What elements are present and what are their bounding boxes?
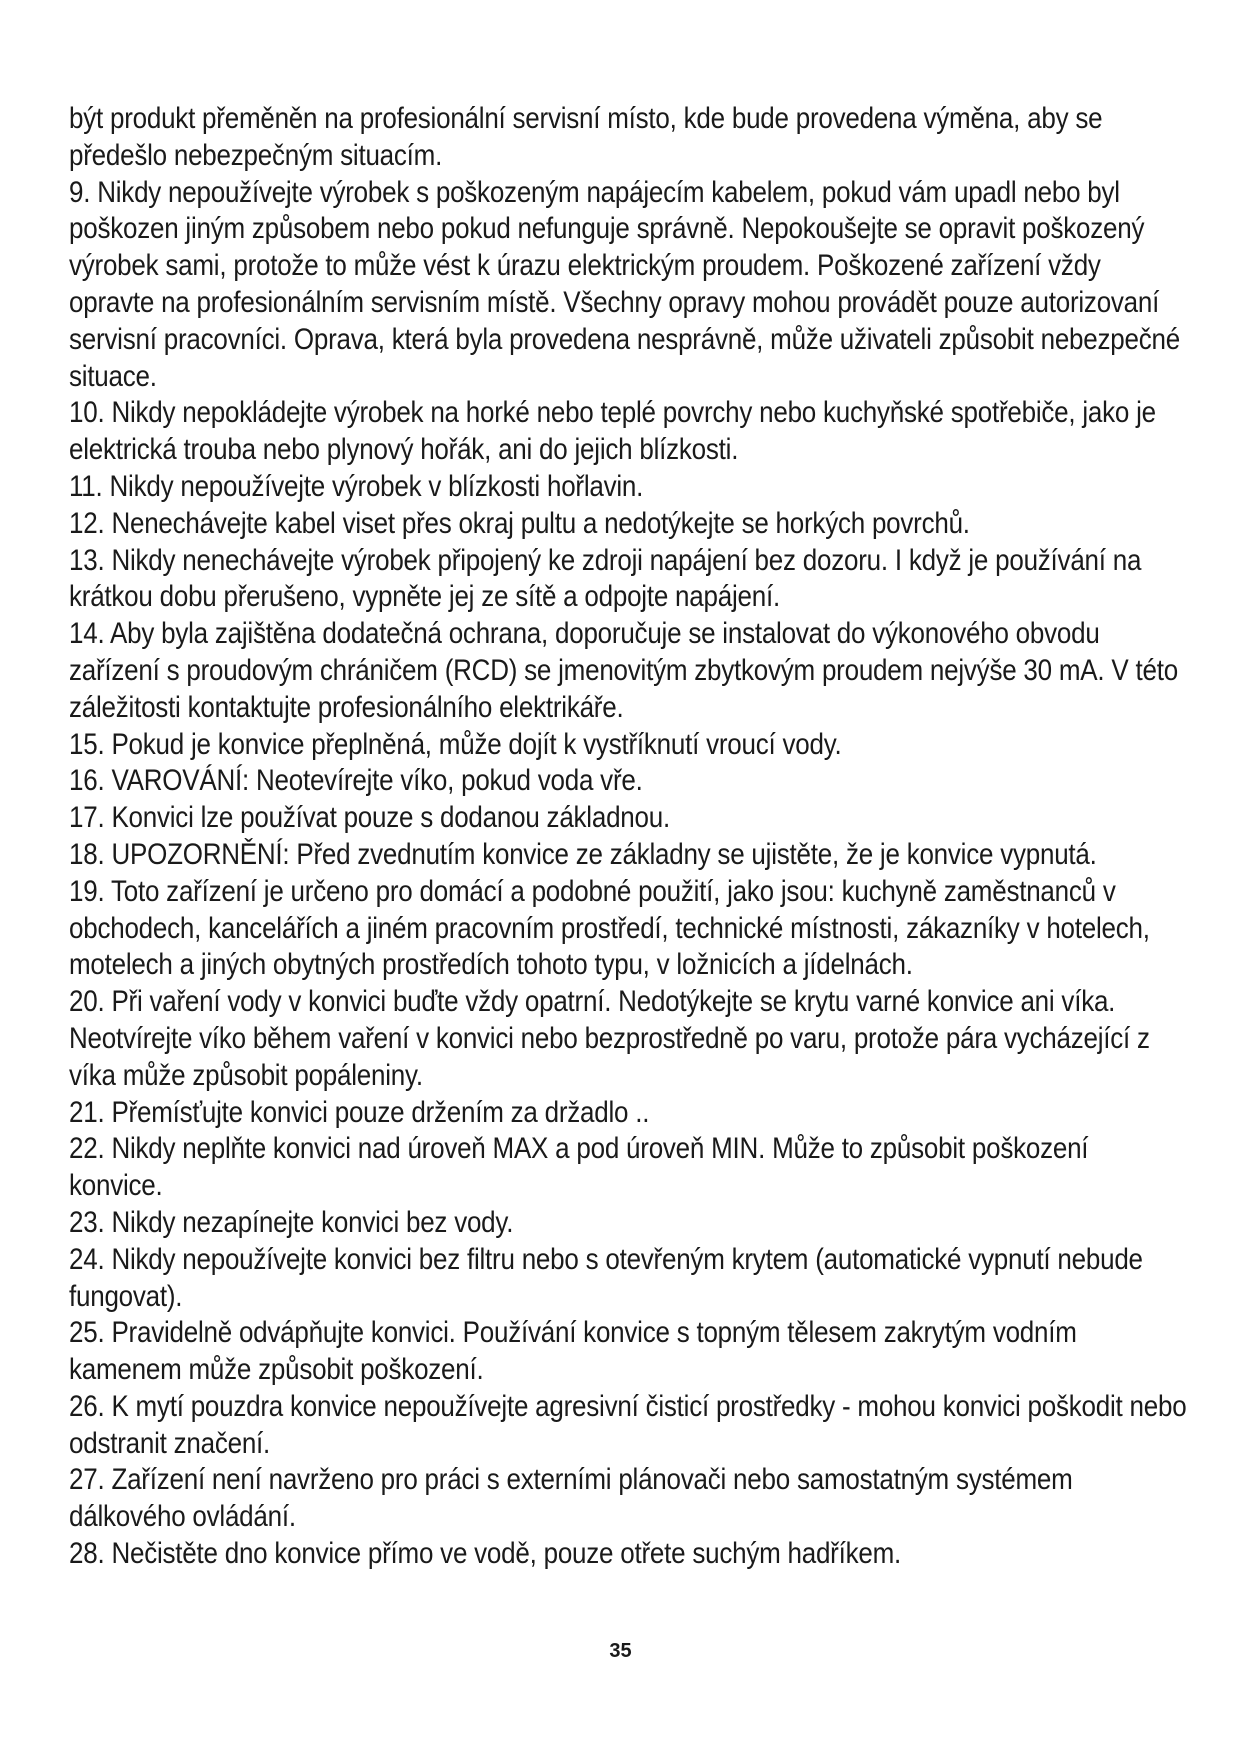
instruction-item-11: 11. Nikdy nepoužívejte výrobek v blízkosti hořlavin.	[69, 470, 644, 503]
instruction-item-24: 24. Nikdy nepoužívejte konvici bez filtru nebo s otevřeným krytem (automatické vypnutí nebude fungovat).	[69, 1243, 1143, 1313]
instruction-item-12: 12. Nenechávejte kabel viset přes okraj pultu a nedotýkejte se horkých povrchů.	[69, 507, 970, 540]
paragraph-continued: být produkt přeměněn na profesionální servisní místo, kde bude provedena výměna, aby se předešlo nebezpečným situacím.	[69, 103, 1103, 172]
page-number: 35	[609, 1640, 632, 1662]
instruction-item-15: 15. Pokud je konvice přeplněná, může dojít k vystříknutí vroucí vody.	[69, 728, 842, 761]
instruction-item-9: 9. Nikdy nepoužívejte výrobek s poškozeným napájecím kabelem, pokud vám upadl nebo byl poškozen jiným způsobem nebo pokud nefunguje správně. Nepokoušejte se opravit poškozený výrobek sami, protože to může vést k úrazu elektrickým proudem. Poškozené zařízení vždy opravte na profesionálním servisním místě. Všechny opravy mohou provádět pouze autorizovaní servisní pracovníci. Oprava, která byla provedena nesprávně, může uživateli způsobit nebezpečné situace.	[69, 176, 1180, 393]
instruction-item-17: 17. Konvici lze používat pouze s dodanou základnou.	[69, 802, 670, 835]
instruction-item-26: 26. K mytí pouzdra konvice nepoužívejte agresivní čisticí prostředky - mohou konvici poškodit nebo odstranit značení.	[69, 1390, 1187, 1460]
instruction-item-21: 21. Přemísťujte konvici pouze držením za držadlo ..	[69, 1096, 650, 1129]
body-text	[69, 101, 1189, 1573]
instruction-item-23: 23. Nikdy nezapínejte konvici bez vody.	[69, 1206, 514, 1239]
instruction-item-14: 14. Aby byla zajištěna dodatečná ochrana, doporučuje se instalovat do výkonového obvodu zařízení s proudovým chráničem (RCD) se jmenovitým zbytkovým proudem nejvýše 30 mA. V této záležitosti kontaktujte profesionálního elektrikáře.	[69, 618, 1178, 724]
instruction-item-25: 25. Pravidelně odvápňujte konvici. Používání konvice s topným tělesem zakrytým vodním kamenem může způsobit poškození.	[69, 1317, 1077, 1387]
instruction-item-18: 18. UPOZORNĚNÍ: Před zvednutím konvice ze základny se ujistěte, že je konvice vypnutá.	[69, 838, 1097, 871]
instruction-item-16: 16. VAROVÁNÍ: Neotevírejte víko, pokud voda vře.	[69, 765, 643, 798]
instruction-item-27: 27. Zařízení není navrženo pro práci s externími plánovači nebo samostatným systémem dálkového ovládání.	[69, 1464, 1073, 1534]
instruction-item-28: 28. Nečistěte dno konvice přímo ve vodě, pouze otřete suchým hadříkem.	[69, 1538, 901, 1571]
instruction-item-20: 20. Při vaření vody v konvici buďte vždy opatrní. Nedotýkejte se krytu varné konvice ani víka. Neotvírejte víko během vaření v konvici nebo bezprostředně po varu, protože pára vycházející z víka může způsobit popáleniny.	[69, 986, 1150, 1092]
instruction-item-19: 19. Toto zařízení je určeno pro domácí a podobné použití, jako jsou: kuchyně zaměstnanců v obchodech, kancelářích a jiném pracovním prostředí, technické místnosti, zákazníky v hotelech, motelech a jiných obytných prostředích tohoto typu, v ložnicích a jídelnách.	[69, 875, 1150, 982]
instruction-item-10: 10. Nikdy nepokládejte výrobek na horké nebo teplé povrchy nebo kuchyňské spotřebiče, jako je elektrická trouba nebo plynový hořák, ani do jejich blízkosti.	[69, 397, 1156, 467]
instruction-item-13: 13. Nikdy nenechávejte výrobek připojený ke zdroji napájení bez dozoru. I když je používání na krátkou dobu přerušeno, vypněte jej ze sítě a odpojte napájení.	[69, 544, 1142, 614]
instruction-item-22: 22. Nikdy neplňte konvici nad úroveň MAX a pod úroveň MIN. Může to způsobit poškození konvice.	[69, 1133, 1089, 1203]
